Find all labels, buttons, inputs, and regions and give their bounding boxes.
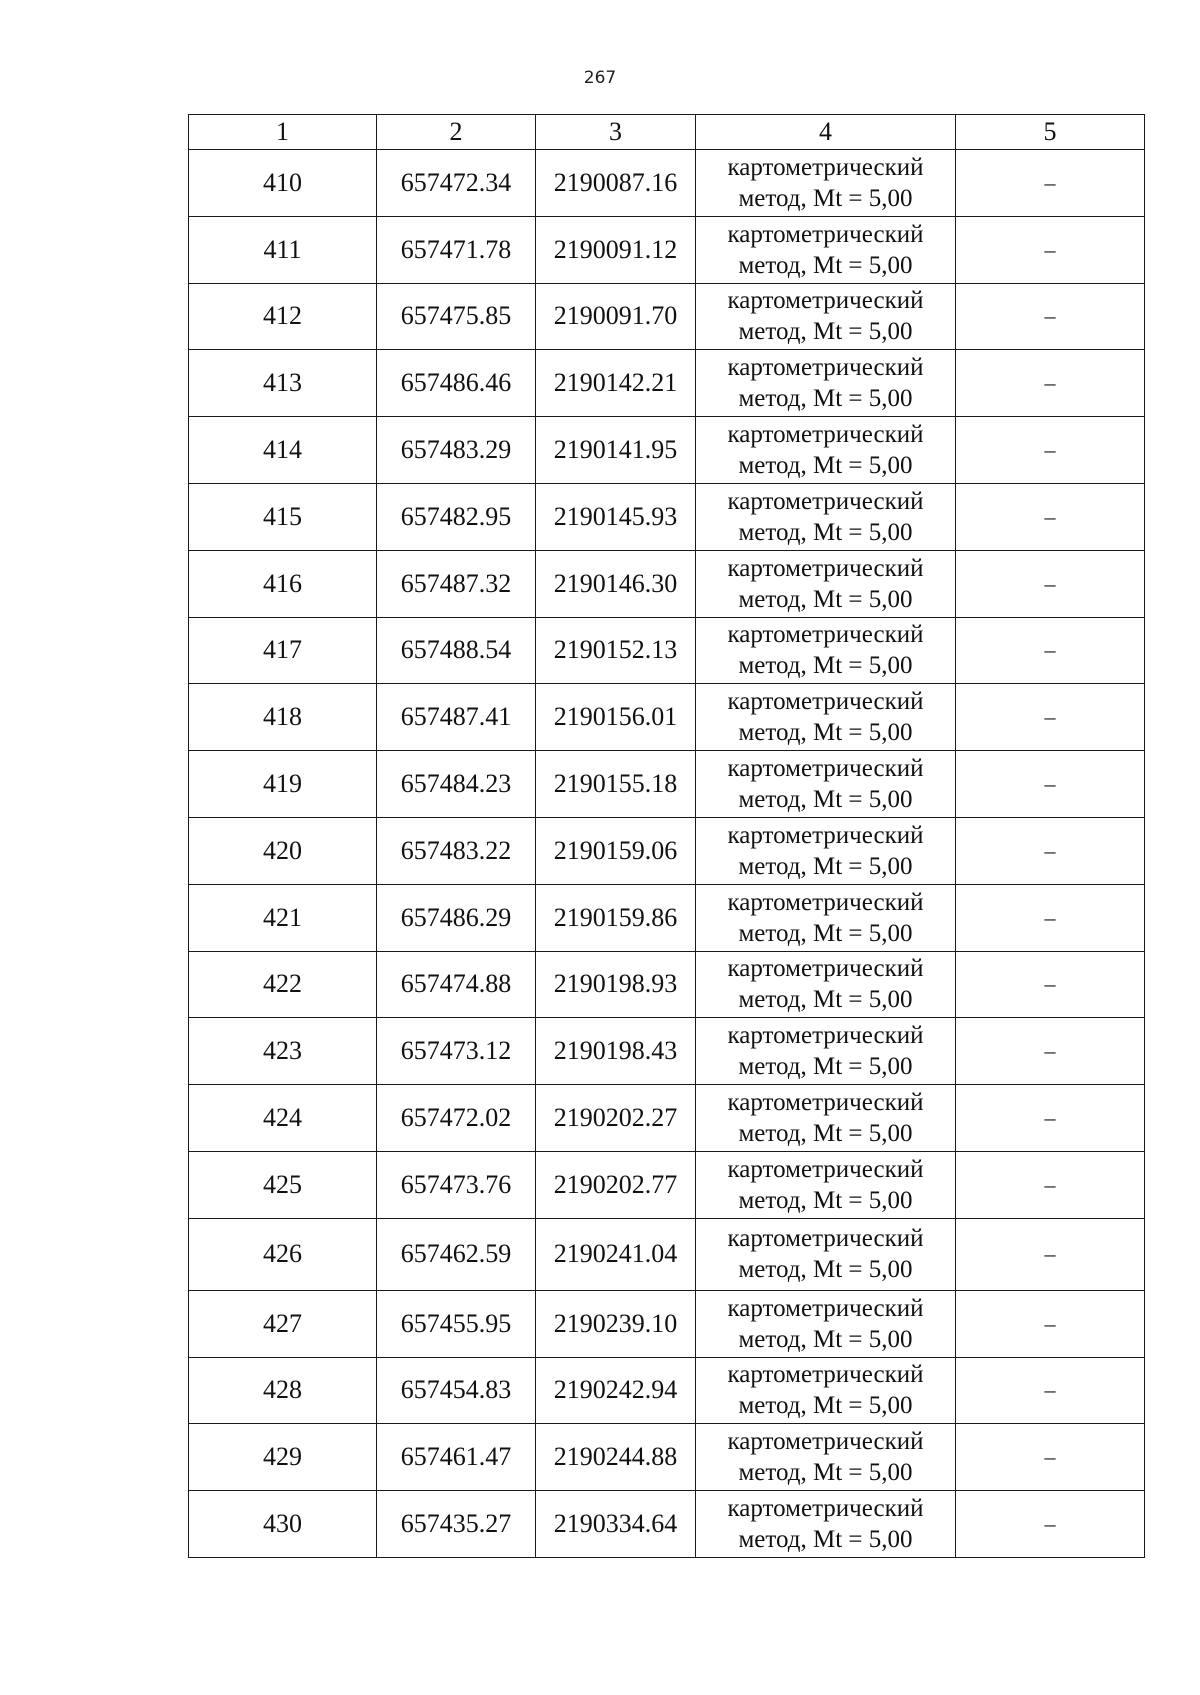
method-line-2: метод, Mt = 5,00 xyxy=(738,184,913,212)
method-line-2: метод, Mt = 5,00 xyxy=(738,452,913,480)
y-coordinate-cell: 2190145.93 xyxy=(536,483,696,550)
point-number-cell: 415 xyxy=(189,483,377,550)
note-cell: – xyxy=(956,951,1145,1018)
y-coordinate-cell: 2190239.10 xyxy=(536,1290,696,1357)
method-line-2: метод, Mt = 5,00 xyxy=(738,986,913,1014)
method-cell xyxy=(696,1018,956,1085)
method-cell xyxy=(696,1218,956,1290)
table-row xyxy=(189,1218,1145,1290)
method-line-1: картометрический xyxy=(727,888,924,916)
y-coordinate-cell: 2190242.94 xyxy=(536,1357,696,1424)
table-row xyxy=(189,417,1145,484)
y-coordinate-cell: 2190159.86 xyxy=(536,884,696,951)
point-number-cell: 410 xyxy=(189,150,377,217)
method-line-2: метод, Mt = 5,00 xyxy=(738,719,913,747)
note-cell: – xyxy=(956,216,1145,283)
method-cell xyxy=(696,951,956,1018)
point-number-cell: 421 xyxy=(189,884,377,951)
method-line-1: картометрический xyxy=(727,1225,924,1253)
table-row xyxy=(189,483,1145,550)
column-header: 4 xyxy=(696,115,956,150)
x-coordinate-cell: 657472.02 xyxy=(377,1085,536,1152)
method-cell xyxy=(696,283,956,350)
coordinates-table xyxy=(188,114,1145,1558)
x-coordinate-cell: 657462.59 xyxy=(377,1218,536,1290)
point-number-cell: 424 xyxy=(189,1085,377,1152)
point-number-cell: 430 xyxy=(189,1491,377,1558)
note-cell: – xyxy=(956,1085,1145,1152)
y-coordinate-cell: 2190155.18 xyxy=(536,751,696,818)
method-line-1: картометрический xyxy=(727,1089,924,1117)
note-cell: – xyxy=(956,1424,1145,1491)
point-number-cell: 411 xyxy=(189,216,377,283)
method-line-2: метод, Mt = 5,00 xyxy=(738,652,913,680)
point-number-cell: 414 xyxy=(189,417,377,484)
x-coordinate-cell: 657484.23 xyxy=(377,751,536,818)
method-cell xyxy=(696,1491,956,1558)
note-cell: – xyxy=(956,483,1145,550)
method-cell xyxy=(696,817,956,884)
table-row xyxy=(189,884,1145,951)
method-cell xyxy=(696,483,956,550)
point-number-cell: 429 xyxy=(189,1424,377,1491)
note-cell: – xyxy=(956,1151,1145,1218)
x-coordinate-cell: 657487.32 xyxy=(377,550,536,617)
method-cell xyxy=(696,417,956,484)
note-cell: – xyxy=(956,751,1145,818)
table-row xyxy=(189,216,1145,283)
point-number-cell: 420 xyxy=(189,817,377,884)
note-cell: – xyxy=(956,417,1145,484)
method-line-1: картометрический xyxy=(727,1155,924,1183)
y-coordinate-cell: 2190198.43 xyxy=(536,1018,696,1085)
method-line-1: картометрический xyxy=(727,487,924,515)
method-cell xyxy=(696,684,956,751)
table-row xyxy=(189,1018,1145,1085)
method-cell xyxy=(696,751,956,818)
method-line-2: метод, Mt = 5,00 xyxy=(738,786,913,814)
table-row xyxy=(189,283,1145,350)
point-number-cell: 418 xyxy=(189,684,377,751)
y-coordinate-cell: 2190152.13 xyxy=(536,617,696,684)
note-cell: – xyxy=(956,684,1145,751)
method-line-1: картометрический xyxy=(727,1361,924,1389)
x-coordinate-cell: 657487.41 xyxy=(377,684,536,751)
x-coordinate-cell: 657482.95 xyxy=(377,483,536,550)
y-coordinate-cell: 2190244.88 xyxy=(536,1424,696,1491)
x-coordinate-cell: 657475.85 xyxy=(377,283,536,350)
y-coordinate-cell: 2190159.06 xyxy=(536,817,696,884)
y-coordinate-cell: 2190202.77 xyxy=(536,1151,696,1218)
x-coordinate-cell: 657486.29 xyxy=(377,884,536,951)
point-number-cell: 413 xyxy=(189,350,377,417)
x-coordinate-cell: 657473.76 xyxy=(377,1151,536,1218)
column-header: 2 xyxy=(377,115,536,150)
y-coordinate-cell: 2190091.70 xyxy=(536,283,696,350)
method-line-2: метод, Mt = 5,00 xyxy=(738,1186,913,1214)
method-line-1: картометрический xyxy=(727,955,924,983)
method-cell xyxy=(696,1357,956,1424)
x-coordinate-cell: 657471.78 xyxy=(377,216,536,283)
method-line-1: картометрический xyxy=(727,421,924,449)
x-coordinate-cell: 657473.12 xyxy=(377,1018,536,1085)
note-cell: – xyxy=(956,350,1145,417)
method-line-1: картометрический xyxy=(727,354,924,382)
method-line-2: метод, Mt = 5,00 xyxy=(738,585,913,613)
note-cell: – xyxy=(956,1018,1145,1085)
method-line-1: картометрический xyxy=(727,1495,924,1523)
point-number-cell: 425 xyxy=(189,1151,377,1218)
table-body xyxy=(189,150,1145,1558)
method-line-2: метод, Mt = 5,00 xyxy=(738,852,913,880)
table-row xyxy=(189,150,1145,217)
method-line-2: метод, Mt = 5,00 xyxy=(738,1526,913,1554)
method-line-2: метод, Mt = 5,00 xyxy=(738,318,913,346)
x-coordinate-cell: 657488.54 xyxy=(377,617,536,684)
y-coordinate-cell: 2190241.04 xyxy=(536,1218,696,1290)
method-line-2: метод, Mt = 5,00 xyxy=(738,1392,913,1420)
point-number-cell: 426 xyxy=(189,1218,377,1290)
method-line-1: картометрический xyxy=(727,821,924,849)
x-coordinate-cell: 657483.29 xyxy=(377,417,536,484)
table-row xyxy=(189,1151,1145,1218)
y-coordinate-cell: 2190091.12 xyxy=(536,216,696,283)
point-number-cell: 428 xyxy=(189,1357,377,1424)
method-cell xyxy=(696,1151,956,1218)
y-coordinate-cell: 2190087.16 xyxy=(536,150,696,217)
method-cell xyxy=(696,150,956,217)
method-cell xyxy=(696,216,956,283)
column-header: 5 xyxy=(956,115,1145,150)
point-number-cell: 422 xyxy=(189,951,377,1018)
note-cell: – xyxy=(956,1290,1145,1357)
table-row xyxy=(189,817,1145,884)
method-cell xyxy=(696,350,956,417)
note-cell: – xyxy=(956,150,1145,217)
note-cell: – xyxy=(956,1218,1145,1290)
column-header: 3 xyxy=(536,115,696,150)
note-cell: – xyxy=(956,1357,1145,1424)
method-line-2: метод, Mt = 5,00 xyxy=(738,1120,913,1148)
method-line-1: картометрический xyxy=(727,153,924,181)
method-line-1: картометрический xyxy=(727,1428,924,1456)
note-cell: – xyxy=(956,617,1145,684)
method-line-2: метод, Mt = 5,00 xyxy=(738,251,913,279)
method-cell xyxy=(696,617,956,684)
note-cell: – xyxy=(956,817,1145,884)
note-cell: – xyxy=(956,884,1145,951)
note-cell: – xyxy=(956,1491,1145,1558)
method-line-1: картометрический xyxy=(727,688,924,716)
y-coordinate-cell: 2190146.30 xyxy=(536,550,696,617)
method-cell xyxy=(696,1424,956,1491)
table-row xyxy=(189,1424,1145,1491)
table-row xyxy=(189,1085,1145,1152)
point-number-cell: 416 xyxy=(189,550,377,617)
table-row xyxy=(189,951,1145,1018)
note-cell: – xyxy=(956,550,1145,617)
method-line-2: метод, Mt = 5,00 xyxy=(738,1459,913,1487)
y-coordinate-cell: 2190334.64 xyxy=(536,1491,696,1558)
point-number-cell: 423 xyxy=(189,1018,377,1085)
method-line-2: метод, Mt = 5,00 xyxy=(738,518,913,546)
method-line-2: метод, Mt = 5,00 xyxy=(738,919,913,947)
method-cell xyxy=(696,1085,956,1152)
y-coordinate-cell: 2190142.21 xyxy=(536,350,696,417)
table-row xyxy=(189,684,1145,751)
x-coordinate-cell: 657435.27 xyxy=(377,1491,536,1558)
method-line-1: картометрический xyxy=(727,554,924,582)
point-number-cell: 427 xyxy=(189,1290,377,1357)
method-cell xyxy=(696,884,956,951)
method-line-2: метод, Mt = 5,00 xyxy=(738,1256,913,1284)
y-coordinate-cell: 2190198.93 xyxy=(536,951,696,1018)
method-line-2: метод, Mt = 5,00 xyxy=(738,385,913,413)
table-row xyxy=(189,617,1145,684)
method-cell xyxy=(696,550,956,617)
method-line-2: метод, Mt = 5,00 xyxy=(738,1053,913,1081)
y-coordinate-cell: 2190202.27 xyxy=(536,1085,696,1152)
method-line-1: картометрический xyxy=(727,287,924,315)
point-number-cell: 417 xyxy=(189,617,377,684)
x-coordinate-cell: 657472.34 xyxy=(377,150,536,217)
x-coordinate-cell: 657486.46 xyxy=(377,350,536,417)
x-coordinate-cell: 657461.47 xyxy=(377,1424,536,1491)
method-cell xyxy=(696,1290,956,1357)
method-line-1: картометрический xyxy=(727,621,924,649)
table-header-row xyxy=(189,115,1145,150)
method-line-1: картометрический xyxy=(727,1022,924,1050)
point-number-cell: 412 xyxy=(189,283,377,350)
table-row xyxy=(189,1290,1145,1357)
y-coordinate-cell: 2190141.95 xyxy=(536,417,696,484)
x-coordinate-cell: 657455.95 xyxy=(377,1290,536,1357)
page-number: 267 xyxy=(583,68,617,88)
point-number-cell: 419 xyxy=(189,751,377,818)
method-line-1: картометрический xyxy=(727,1294,924,1322)
x-coordinate-cell: 657474.88 xyxy=(377,951,536,1018)
method-line-1: картометрический xyxy=(727,755,924,783)
table-row xyxy=(189,751,1145,818)
table-row xyxy=(189,1357,1145,1424)
column-header: 1 xyxy=(189,115,377,150)
y-coordinate-cell: 2190156.01 xyxy=(536,684,696,751)
method-line-2: метод, Mt = 5,00 xyxy=(738,1325,913,1353)
table-row xyxy=(189,1491,1145,1558)
table-row xyxy=(189,350,1145,417)
method-line-1: картометрический xyxy=(727,220,924,248)
table-row xyxy=(189,550,1145,617)
note-cell: – xyxy=(956,283,1145,350)
x-coordinate-cell: 657483.22 xyxy=(377,817,536,884)
x-coordinate-cell: 657454.83 xyxy=(377,1357,536,1424)
